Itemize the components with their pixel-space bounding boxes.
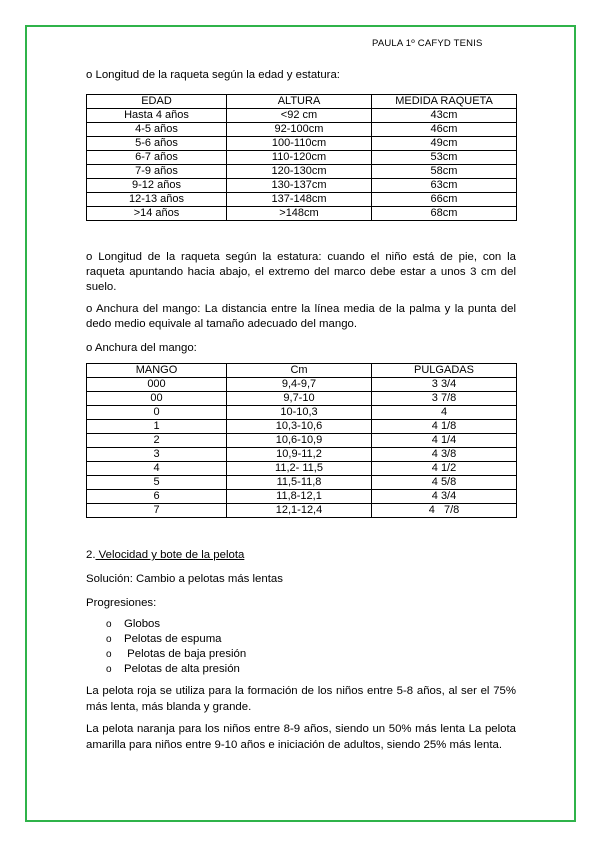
page-header: PAULA 1º CAFYD TENIS xyxy=(372,38,483,49)
table-cell: 12,1-12,4 xyxy=(227,504,372,518)
table-cell: 3 3/4 xyxy=(372,378,517,392)
table-cell: 3 7/8 xyxy=(372,392,517,406)
section-number: 2. xyxy=(86,549,96,561)
table-cell: 120-130cm xyxy=(227,165,372,179)
table-cell: 5-6 años xyxy=(87,137,227,151)
table-cell: 66cm xyxy=(372,193,517,207)
table-cell: 2 xyxy=(87,434,227,448)
section-title: Velocidad y bote de la pelota xyxy=(95,549,245,561)
solution-text: Solución: Cambio a pelotas más lentas xyxy=(86,573,283,585)
column-header-grip: MANGO xyxy=(87,364,227,378)
list-item xyxy=(106,617,246,632)
table-cell: 10-10,3 xyxy=(227,406,372,420)
table-header-row xyxy=(87,364,517,378)
table-cell: 11,2- 11,5 xyxy=(227,462,372,476)
table-cell: 49cm xyxy=(372,137,517,151)
table-cell: 0 xyxy=(87,406,227,420)
list-item xyxy=(106,632,246,647)
table-cell: 6-7 años xyxy=(87,151,227,165)
table-cell: 11,8-12,1 xyxy=(227,490,372,504)
table-cell: 63cm xyxy=(372,179,517,193)
table-cell: 4 5/8 xyxy=(372,476,517,490)
table-cell: 4-5 años xyxy=(87,123,227,137)
table-cell: 68cm xyxy=(372,207,517,221)
table-cell: 4 xyxy=(87,462,227,476)
table-row xyxy=(87,448,517,462)
table-row xyxy=(87,165,517,179)
bullet-icon: o xyxy=(106,634,112,645)
table-cell: 5 xyxy=(87,476,227,490)
list-item xyxy=(106,662,246,677)
table-row xyxy=(87,476,517,490)
table-cell: 3 xyxy=(87,448,227,462)
table-row xyxy=(87,193,517,207)
table-cell: 10,6-10,9 xyxy=(227,434,372,448)
table-cell: 43cm xyxy=(372,109,517,123)
table-row xyxy=(87,207,517,221)
racket-length-title: o Longitud de la raqueta según la edad y estatura: xyxy=(86,69,340,81)
table-cell: >148cm xyxy=(227,207,372,221)
bullet-icon: o xyxy=(106,649,112,660)
progressions-list xyxy=(106,617,246,677)
table-cell: 46cm xyxy=(372,123,517,137)
table-cell: 9,7-10 xyxy=(227,392,372,406)
table-row xyxy=(87,490,517,504)
table-cell: 130-137cm xyxy=(227,179,372,193)
table-row xyxy=(87,123,517,137)
table-cell: 110-120cm xyxy=(227,151,372,165)
table-row xyxy=(87,151,517,165)
grip-width-paragraph: o Anchura del mango: La distancia entre la línea media de la palma y la punta del dedo medio equivale al tamaño adecuado del mango. xyxy=(86,303,516,330)
orange-ball-paragraph: La pelota naranja para los niños entre 8-9 años, siendo un 50% más lenta La pelota amarilla para niños entre 9-10 años e iniciación de adultos, siendo 25% más lenta. xyxy=(86,723,516,751)
table-cell: 10,3-10,6 xyxy=(227,420,372,434)
progressions-label: Progresiones: xyxy=(86,597,157,609)
table-row xyxy=(87,406,517,420)
table-row xyxy=(87,434,517,448)
racket-size-table xyxy=(86,94,517,221)
grip-table-title: o Anchura del mango: xyxy=(86,342,197,354)
table-cell: 4 1/2 xyxy=(372,462,517,476)
table-cell: 9,4-9,7 xyxy=(227,378,372,392)
table-cell: 1 xyxy=(87,420,227,434)
list-item-text: Pelotas de espuma xyxy=(124,633,222,645)
racket-height-paragraph: o Longitud de la raqueta según la estatura: cuando el niño está de pie, con la raqueta apuntando hacia abajo, el extremo del marco debe estar a unos 3 cm del suelo. xyxy=(86,251,516,293)
table-cell: 7 xyxy=(87,504,227,518)
table-cell: 92-100cm xyxy=(227,123,372,137)
column-header-inches: PULGADAS xyxy=(372,364,517,378)
table-cell: 10,9-11,2 xyxy=(227,448,372,462)
table-cell: 4 1/8 xyxy=(372,420,517,434)
table-cell: 00 xyxy=(87,392,227,406)
table-header-row xyxy=(87,95,517,109)
column-header-racket-size: MEDIDA RAQUETA xyxy=(372,95,517,109)
table-cell: 4 3/8 xyxy=(372,448,517,462)
bullet-icon: o xyxy=(106,664,112,675)
table-row xyxy=(87,109,517,123)
table-cell: 137-148cm xyxy=(227,193,372,207)
column-header-age: EDAD xyxy=(87,95,227,109)
list-item-text: Globos xyxy=(124,618,161,630)
table-cell: 9-12 años xyxy=(87,179,227,193)
table-cell: 4 3/4 xyxy=(372,490,517,504)
list-item xyxy=(106,647,246,662)
table-cell: 100-110cm xyxy=(227,137,372,151)
table-row xyxy=(87,462,517,476)
red-ball-paragraph: La pelota roja se utiliza para la formación de los niños entre 5-8 años, al ser el 75% más lenta, más blanda y grande. xyxy=(86,685,516,713)
table-cell: 53cm xyxy=(372,151,517,165)
table-cell: Hasta 4 años xyxy=(87,109,227,123)
table-row xyxy=(87,420,517,434)
column-header-cm: Cm xyxy=(227,364,372,378)
table-row xyxy=(87,392,517,406)
table-cell: 4 7/8 xyxy=(372,504,517,518)
table-row xyxy=(87,137,517,151)
table-cell: 6 xyxy=(87,490,227,504)
table-row xyxy=(87,179,517,193)
table-cell: 7-9 años xyxy=(87,165,227,179)
section-2-heading xyxy=(86,548,516,563)
table-cell: 4 1/4 xyxy=(372,434,517,448)
bullet-icon: o xyxy=(106,619,112,630)
column-header-height: ALTURA xyxy=(227,95,372,109)
table-cell: 12-13 años xyxy=(87,193,227,207)
table-cell: >14 años xyxy=(87,207,227,221)
list-item-text: Pelotas de baja presión xyxy=(124,648,247,660)
table-cell: 11,5-11,8 xyxy=(227,476,372,490)
table-cell: 4 xyxy=(372,406,517,420)
table-cell: 58cm xyxy=(372,165,517,179)
table-row xyxy=(87,504,517,518)
table-cell: <92 cm xyxy=(227,109,372,123)
grip-size-table xyxy=(86,363,517,518)
list-item-text: Pelotas de alta presión xyxy=(124,663,240,675)
table-row xyxy=(87,378,517,392)
table-cell: 000 xyxy=(87,378,227,392)
